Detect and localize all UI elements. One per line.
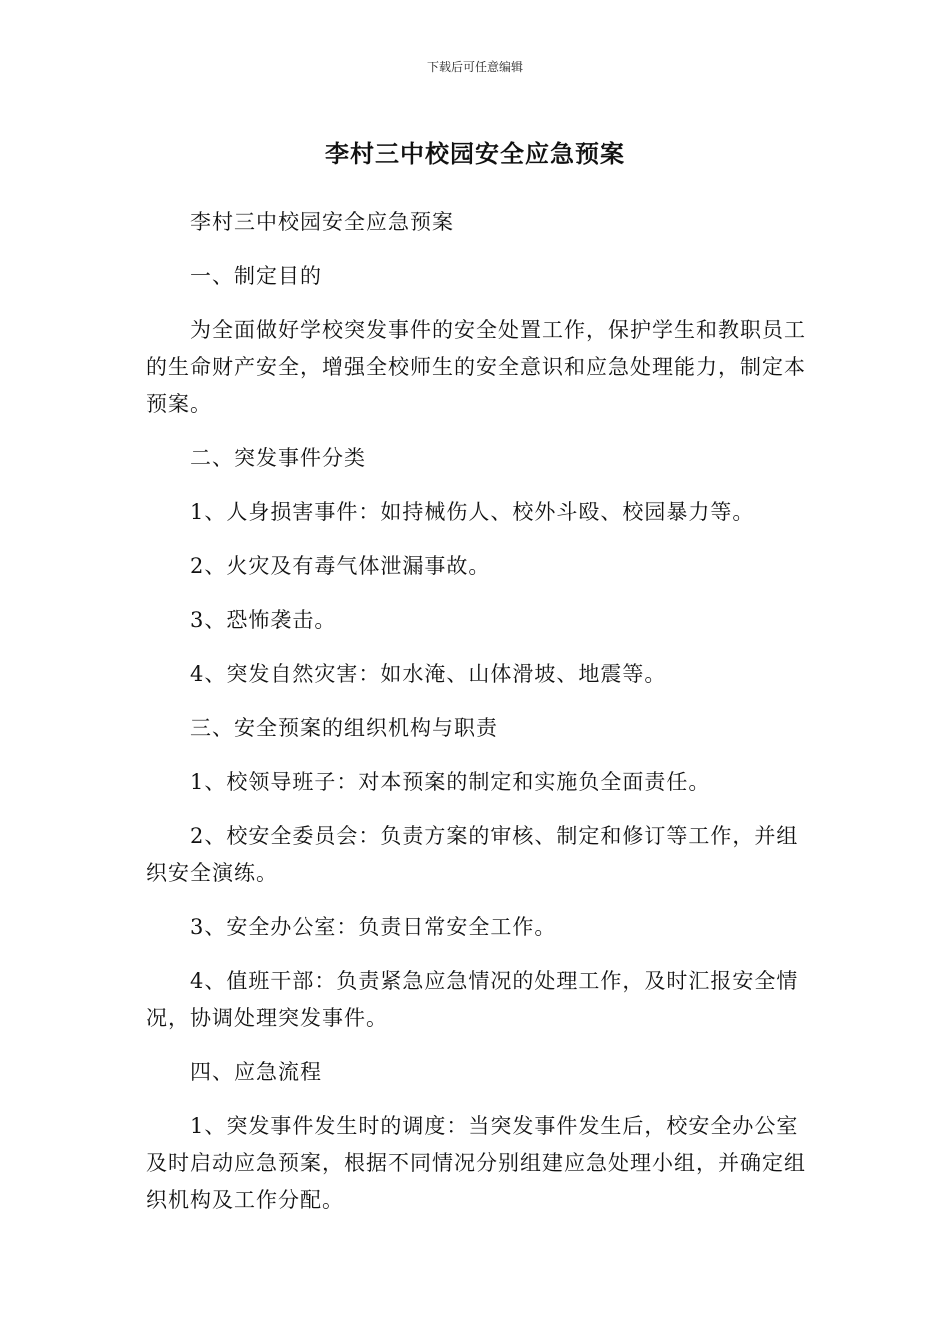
list-item-organization-4: 4、值班干部：负责紧急应急情况的处理工作，及时汇报安全情况，协调处理突发事件。 xyxy=(146,969,799,1030)
list-item-classification-2: 2、火灾及有毒气体泄漏事故。 xyxy=(190,554,491,578)
list-item-procedure-1: 1、突发事件发生时的调度：当突发事件发生后，校安全办公室及时启动应急预案，根据不同情况分别组建应急处理小组，并确定组织机构及工作分配。 xyxy=(146,1114,806,1212)
section-heading-organization: 三、安全预案的组织机构与职责 xyxy=(190,716,498,740)
document-body xyxy=(146,204,810,1236)
list-item-organization-3: 3、安全办公室：负责日常安全工作。 xyxy=(190,915,557,939)
list-item-organization-2: 2、校安全委员会：负责方案的审核、制定和修订等工作，并组织安全演练。 xyxy=(146,824,799,885)
list-item-organization-1: 1、校领导班子：对本预案的制定和实施负全面责任。 xyxy=(190,770,711,794)
paragraph-heading-title: 李村三中校园安全应急预案 xyxy=(190,210,454,234)
paragraph-purpose: 为全面做好学校突发事件的安全处置工作，保护学生和教职员工的生命财产安全，增强全校师生的安全意识和应急处理能力，制定本预案。 xyxy=(146,318,806,416)
list-item-classification-4: 4、突发自然灾害：如水淹、山体滑坡、地震等。 xyxy=(190,662,667,686)
list-item-classification-1: 1、人身损害事件：如持械伤人、校外斗殴、校园暴力等。 xyxy=(190,500,755,524)
list-item-classification-3: 3、恐怖袭击。 xyxy=(190,608,337,632)
header-note: 下载后可任意编辑 xyxy=(426,60,523,74)
section-heading-procedure: 四、应急流程 xyxy=(190,1060,322,1084)
section-heading-purpose: 一、制定目的 xyxy=(190,264,322,288)
section-heading-classification: 二、突发事件分类 xyxy=(190,446,366,470)
document-title: 李村三中校园安全应急预案 xyxy=(325,140,625,168)
